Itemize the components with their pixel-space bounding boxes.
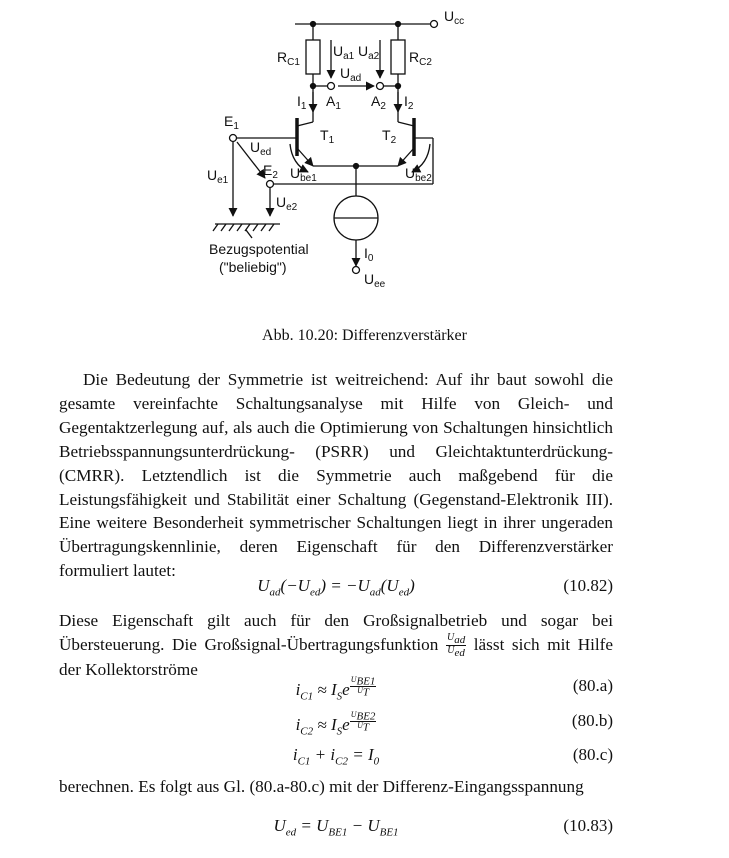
equation-80c bbox=[59, 745, 613, 771]
label-e2: $E_2$ bbox=[263, 162, 278, 181]
fraction-uad-ued: $\frac{U_{ad}}{U_{ed}}$ bbox=[446, 632, 466, 660]
equation-80b bbox=[59, 711, 613, 737]
equation-80b-number: (80.b) bbox=[571, 711, 613, 730]
paragraph-large-signal bbox=[59, 609, 613, 682]
paragraph-large-signal-part1: Diese Eigenschaft gilt auch für den Großsignalbetrieb und sogar bei Übersteuerung. Die Großsignal-Übertragungsfunktion bbox=[59, 611, 613, 654]
label-ucc: $U_{cc}$ bbox=[444, 8, 465, 27]
label-uad: $U_{ad}$ bbox=[340, 65, 362, 84]
label-ue1: $U_{e1}$ bbox=[207, 167, 229, 186]
label-ue2: $U_{e2}$ bbox=[276, 194, 298, 213]
label-a1: $A_1$ bbox=[326, 93, 341, 112]
equation-10-83 bbox=[59, 816, 613, 842]
paragraph-symmetry: Die Bedeutung der Symmetrie ist weitreichend: Auf ihr baut sowohl die gesamte vereinfachte Schaltungsanalyse mit Hilfe von Gleich- und Gegentaktzerlegung auf, als auch die Optimierung von Schaltungen hinsichtlich Betriebsspannungsunterdrückung- (PSRR) und Gleichtaktunterdrückung- (CMRR). Letztendlich ist die Symmetrie auch maßgebend für die Leistungsfähigkeit und Stabilität einer Schaltung (Gegenstand-Elektronik III). Eine weitere Besonderheit symmetrischer Schaltungen liegt in ihrer ungeraden Übertragungskennlinie, deren Eigenschaft für den Differenzverstärker formuliert lautet: bbox=[59, 370, 613, 581]
equation-80b-expression: $i_{C2} \approx I_Se$ $^{\frac{U_{BE2}}{U_T}}$ bbox=[295, 710, 376, 738]
label-t2: $T_2$ bbox=[382, 127, 397, 146]
label-ua1: $U_{a1}$ bbox=[333, 43, 355, 62]
equation-10-82-number: (10.82) bbox=[563, 576, 613, 595]
label-rc1: $R_{C1}$ bbox=[277, 49, 300, 68]
figure-caption: Abb. 10.20: Differenzverstärker bbox=[262, 327, 467, 344]
paragraph-large-signal-part2: lässt sich mit Hilfe der Kollektorströme bbox=[59, 634, 614, 680]
equation-10-82 bbox=[59, 576, 613, 602]
label-i0: $I_0$ bbox=[364, 245, 374, 264]
equation-10-83-number: (10.83) bbox=[563, 816, 613, 835]
equation-80c-expression: $i_{C1} + i_{C2} = I_0$ bbox=[292, 745, 380, 768]
equation-80a-expression: $i_{C1} \approx I_Se$ $^{\frac{U_{BE1}}{U_T}}$ bbox=[295, 675, 376, 703]
equation-80a bbox=[59, 676, 613, 702]
label-rc2: $R_{C2}$ bbox=[409, 49, 432, 68]
equation-10-83-expression: $U_{ed} = U_{BE1} - U_{BE1}$ bbox=[273, 816, 399, 839]
label-a2: $A_2$ bbox=[371, 93, 386, 112]
label-ua2: $U_{a2}$ bbox=[358, 43, 380, 62]
differential-amplifier-circuit bbox=[0, 0, 729, 300]
label-beliebig: ("beliebig") bbox=[219, 259, 287, 275]
label-bezugspotential: Bezugspotential bbox=[209, 241, 309, 257]
label-i1: $I_1$ bbox=[297, 93, 307, 112]
equation-80a-number: (80.a) bbox=[572, 676, 613, 695]
paragraph-conclusion: berechnen. Es folgt aus Gl. (80.a-80.c) mit der Differenz-Eingangsspannung bbox=[59, 777, 584, 796]
equation-10-82-expression: $U_{ad}(-U_{ed}) = -U_{ad}(U_{ed})$ bbox=[257, 576, 415, 599]
label-i2: $I_2$ bbox=[404, 93, 414, 112]
label-t1: $T_1$ bbox=[320, 127, 335, 146]
label-uee: $U_{ee}$ bbox=[364, 271, 386, 290]
label-ube1: $U_{be1}$ bbox=[290, 165, 317, 184]
equation-80c-number: (80.c) bbox=[572, 745, 613, 764]
label-e1: $E_1$ bbox=[224, 113, 239, 132]
label-ube2: $U_{be2}$ bbox=[405, 165, 432, 184]
label-ued: $U_{ed}$ bbox=[250, 139, 272, 158]
